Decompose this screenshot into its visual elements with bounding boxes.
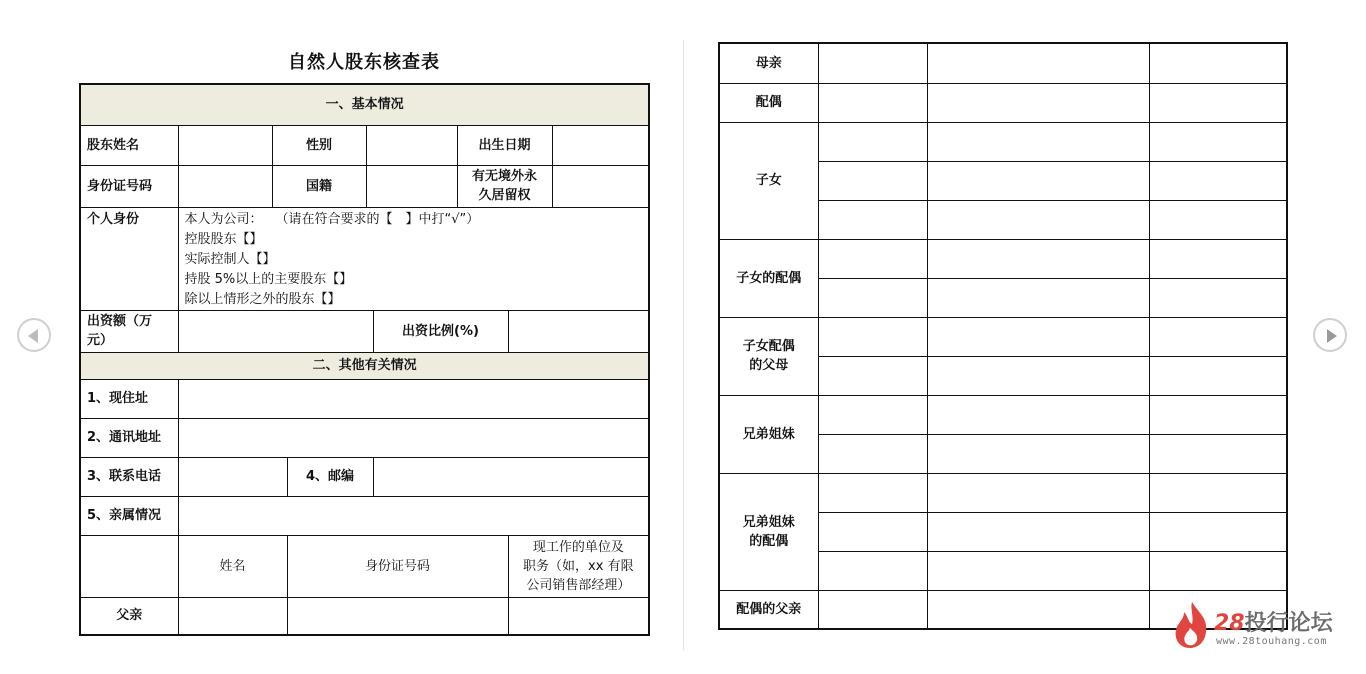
relative-id-cell[interactable] — [927, 551, 1149, 590]
address-label: 1、现住址 — [80, 379, 178, 418]
siblings-spouse-line: 的配偶 — [749, 533, 789, 549]
gender-label: 性别 — [272, 125, 366, 165]
relative-id-cell[interactable] — [927, 473, 1149, 512]
col-work-header — [508, 535, 649, 597]
relative-work-cell[interactable] — [1149, 83, 1287, 122]
section-basic-row — [80, 84, 649, 125]
identity-option-controlling[interactable]: 控股股东【】 — [184, 231, 263, 247]
residency-label-line: 有无境外永 — [471, 169, 537, 184]
identity-instruction: 本人为公司： （请在符合要求的【 】中打“√”） — [184, 211, 480, 227]
identity-options — [178, 207, 649, 310]
page-divider — [683, 40, 684, 650]
identity-option-other[interactable]: 除以上情形之外的股东【】 — [184, 291, 341, 307]
ratio-value-cell[interactable] — [508, 310, 649, 352]
section-other-heading: 二、其他有关情况 — [80, 352, 649, 379]
name-value-cell[interactable] — [178, 125, 272, 165]
mail-address-label: 2、通讯地址 — [80, 418, 178, 457]
prev-page-button[interactable] — [17, 318, 51, 352]
relative-name-cell[interactable] — [818, 122, 927, 161]
phone-row — [80, 457, 649, 496]
relative-id-cell[interactable] — [927, 43, 1149, 83]
relative-id-cell[interactable] — [927, 512, 1149, 551]
phone-label: 3、联系电话 — [80, 457, 178, 496]
relative-work-cell[interactable] — [1149, 551, 1287, 590]
children-spouse-label: 子女的配偶 — [719, 239, 818, 317]
col-id-header: 身份证号码 — [287, 535, 508, 597]
chevron-right-icon — [1327, 329, 1337, 343]
relative-id-cell[interactable] — [927, 239, 1149, 278]
table-row — [719, 122, 1287, 161]
address-row — [80, 379, 649, 418]
table-row — [719, 239, 1287, 278]
identity-label: 个人身份 — [80, 207, 178, 310]
relative-work-cell[interactable] — [1149, 278, 1287, 317]
relative-work-cell[interactable] — [1149, 161, 1287, 200]
capital-value-cell[interactable] — [178, 310, 373, 352]
relatives-label: 5、亲属情况 — [80, 496, 178, 535]
table-row — [719, 317, 1287, 356]
capital-label-line: 出资额（万 — [87, 314, 153, 329]
children-spouse-parents-line: 子女配偶 — [742, 339, 795, 354]
relatives-value-cell[interactable] — [178, 496, 649, 535]
relatives-header-blank — [80, 535, 178, 597]
watermark-number: 28 — [1214, 611, 1245, 636]
relative-id-cell[interactable] — [927, 356, 1149, 395]
left-form-table — [79, 83, 650, 636]
watermark-brand — [1214, 606, 1333, 637]
identity-option-major-holder[interactable]: 持股 5%以上的主要股东【】 — [184, 271, 353, 287]
relative-work-cell[interactable] — [1149, 122, 1287, 161]
id-value-cell[interactable] — [178, 165, 272, 207]
relative-id-cell[interactable] — [927, 278, 1149, 317]
id-label: 身份证号码 — [80, 165, 178, 207]
siblings-spouse-line: 兄弟姐妹 — [742, 514, 795, 530]
siblings-spouse-label — [719, 473, 818, 590]
mail-address-value-cell[interactable] — [178, 418, 649, 457]
ratio-label: 出资比例(%) — [373, 310, 508, 352]
watermark-url: www.28touhang.com — [1216, 636, 1327, 647]
relative-id-cell[interactable] — [927, 590, 1149, 629]
page-title: 自然人股东核查表 — [288, 52, 440, 73]
relative-id-cell[interactable] — [927, 122, 1149, 161]
relative-name-cell[interactable] — [818, 239, 927, 278]
name-label: 股东姓名 — [80, 125, 178, 165]
table-row — [719, 43, 1287, 83]
relatives-row — [80, 496, 649, 535]
relative-name-cell[interactable] — [818, 551, 927, 590]
relative-name-cell[interactable] — [818, 161, 927, 200]
address-value-cell[interactable] — [178, 379, 649, 418]
relative-id-cell[interactable] — [927, 200, 1149, 239]
relative-name-cell[interactable] — [818, 43, 927, 83]
children-label: 子女 — [719, 122, 818, 239]
capital-label — [80, 310, 178, 352]
table-row — [719, 473, 1287, 512]
father-id-cell[interactable] — [287, 597, 508, 635]
relative-id-cell[interactable] — [927, 161, 1149, 200]
residency-label — [457, 165, 552, 207]
identity-row — [80, 207, 649, 310]
mail-row — [80, 418, 649, 457]
relative-work-cell[interactable] — [1149, 434, 1287, 473]
chevron-left-icon — [28, 329, 38, 343]
section-other-row — [80, 352, 649, 379]
siblings-label: 兄弟姐妹 — [719, 395, 818, 473]
relative-work-cell[interactable] — [1149, 512, 1287, 551]
relative-work-cell[interactable] — [1149, 317, 1287, 356]
relative-name-cell[interactable] — [818, 356, 927, 395]
identity-option-actual-controller[interactable]: 实际控制人【】 — [184, 251, 276, 267]
capital-row — [80, 310, 649, 352]
col-work-header-line: 公司销售部经理） — [526, 577, 631, 593]
phone-value-cell[interactable] — [178, 457, 287, 496]
relative-name-cell[interactable] — [818, 512, 927, 551]
relative-name-cell[interactable] — [818, 317, 927, 356]
spouse-father-label: 配偶的父亲 — [719, 590, 818, 629]
section-basic-heading: 一、基本情况 — [80, 84, 649, 125]
mother-label: 母亲 — [719, 43, 818, 83]
relatives-header-row — [80, 535, 649, 597]
relative-name-cell[interactable] — [818, 83, 927, 122]
relative-work-cell[interactable] — [1149, 473, 1287, 512]
birth-date-value-cell[interactable] — [552, 125, 649, 165]
col-work-header-line: 现工作的单位及 — [532, 539, 624, 555]
father-row — [80, 597, 649, 635]
spouse-label: 配偶 — [719, 83, 818, 122]
zip-value-cell[interactable] — [373, 457, 649, 496]
capital-label-line: 元） — [87, 333, 114, 348]
father-label: 父亲 — [80, 597, 178, 635]
table-row — [719, 83, 1287, 122]
nationality-value-cell[interactable] — [366, 165, 457, 207]
id-row — [80, 165, 649, 207]
relative-name-cell[interactable] — [818, 434, 927, 473]
residency-value-cell[interactable] — [552, 165, 649, 207]
next-page-button[interactable] — [1313, 318, 1347, 352]
residency-label-line: 久居留权 — [478, 188, 531, 203]
right-relatives-table — [718, 42, 1288, 630]
relative-work-cell[interactable] — [1149, 395, 1287, 434]
watermark-name: 投行论坛 — [1244, 611, 1333, 636]
relative-work-cell[interactable] — [1149, 356, 1287, 395]
relative-id-cell[interactable] — [927, 395, 1149, 434]
zip-label: 4、邮编 — [287, 457, 373, 496]
relative-work-cell[interactable] — [1149, 43, 1287, 83]
relative-name-cell[interactable] — [818, 473, 927, 512]
nationality-label: 国籍 — [272, 165, 366, 207]
relative-id-cell[interactable] — [927, 83, 1149, 122]
relative-work-cell[interactable] — [1149, 239, 1287, 278]
father-name-cell[interactable] — [178, 597, 287, 635]
children-spouse-parents-label — [719, 317, 818, 395]
watermark-logo — [1172, 600, 1352, 652]
children-spouse-parents-line: 的父母 — [749, 358, 789, 373]
relative-work-cell[interactable] — [1149, 200, 1287, 239]
relative-name-cell[interactable] — [818, 590, 927, 629]
relative-name-cell[interactable] — [818, 278, 927, 317]
relative-id-cell[interactable] — [927, 317, 1149, 356]
birth-date-label: 出生日期 — [457, 125, 552, 165]
col-work-header-line: 职务（如，xx 有限 — [523, 558, 634, 574]
relative-id-cell[interactable] — [927, 434, 1149, 473]
relative-name-cell[interactable] — [818, 200, 927, 239]
gender-value-cell[interactable] — [366, 125, 457, 165]
flame-logo-icon — [1172, 600, 1212, 650]
table-row — [719, 395, 1287, 434]
father-work-cell[interactable] — [508, 597, 649, 635]
relative-name-cell[interactable] — [818, 395, 927, 434]
col-name-header: 姓名 — [178, 535, 287, 597]
name-row — [80, 125, 649, 165]
